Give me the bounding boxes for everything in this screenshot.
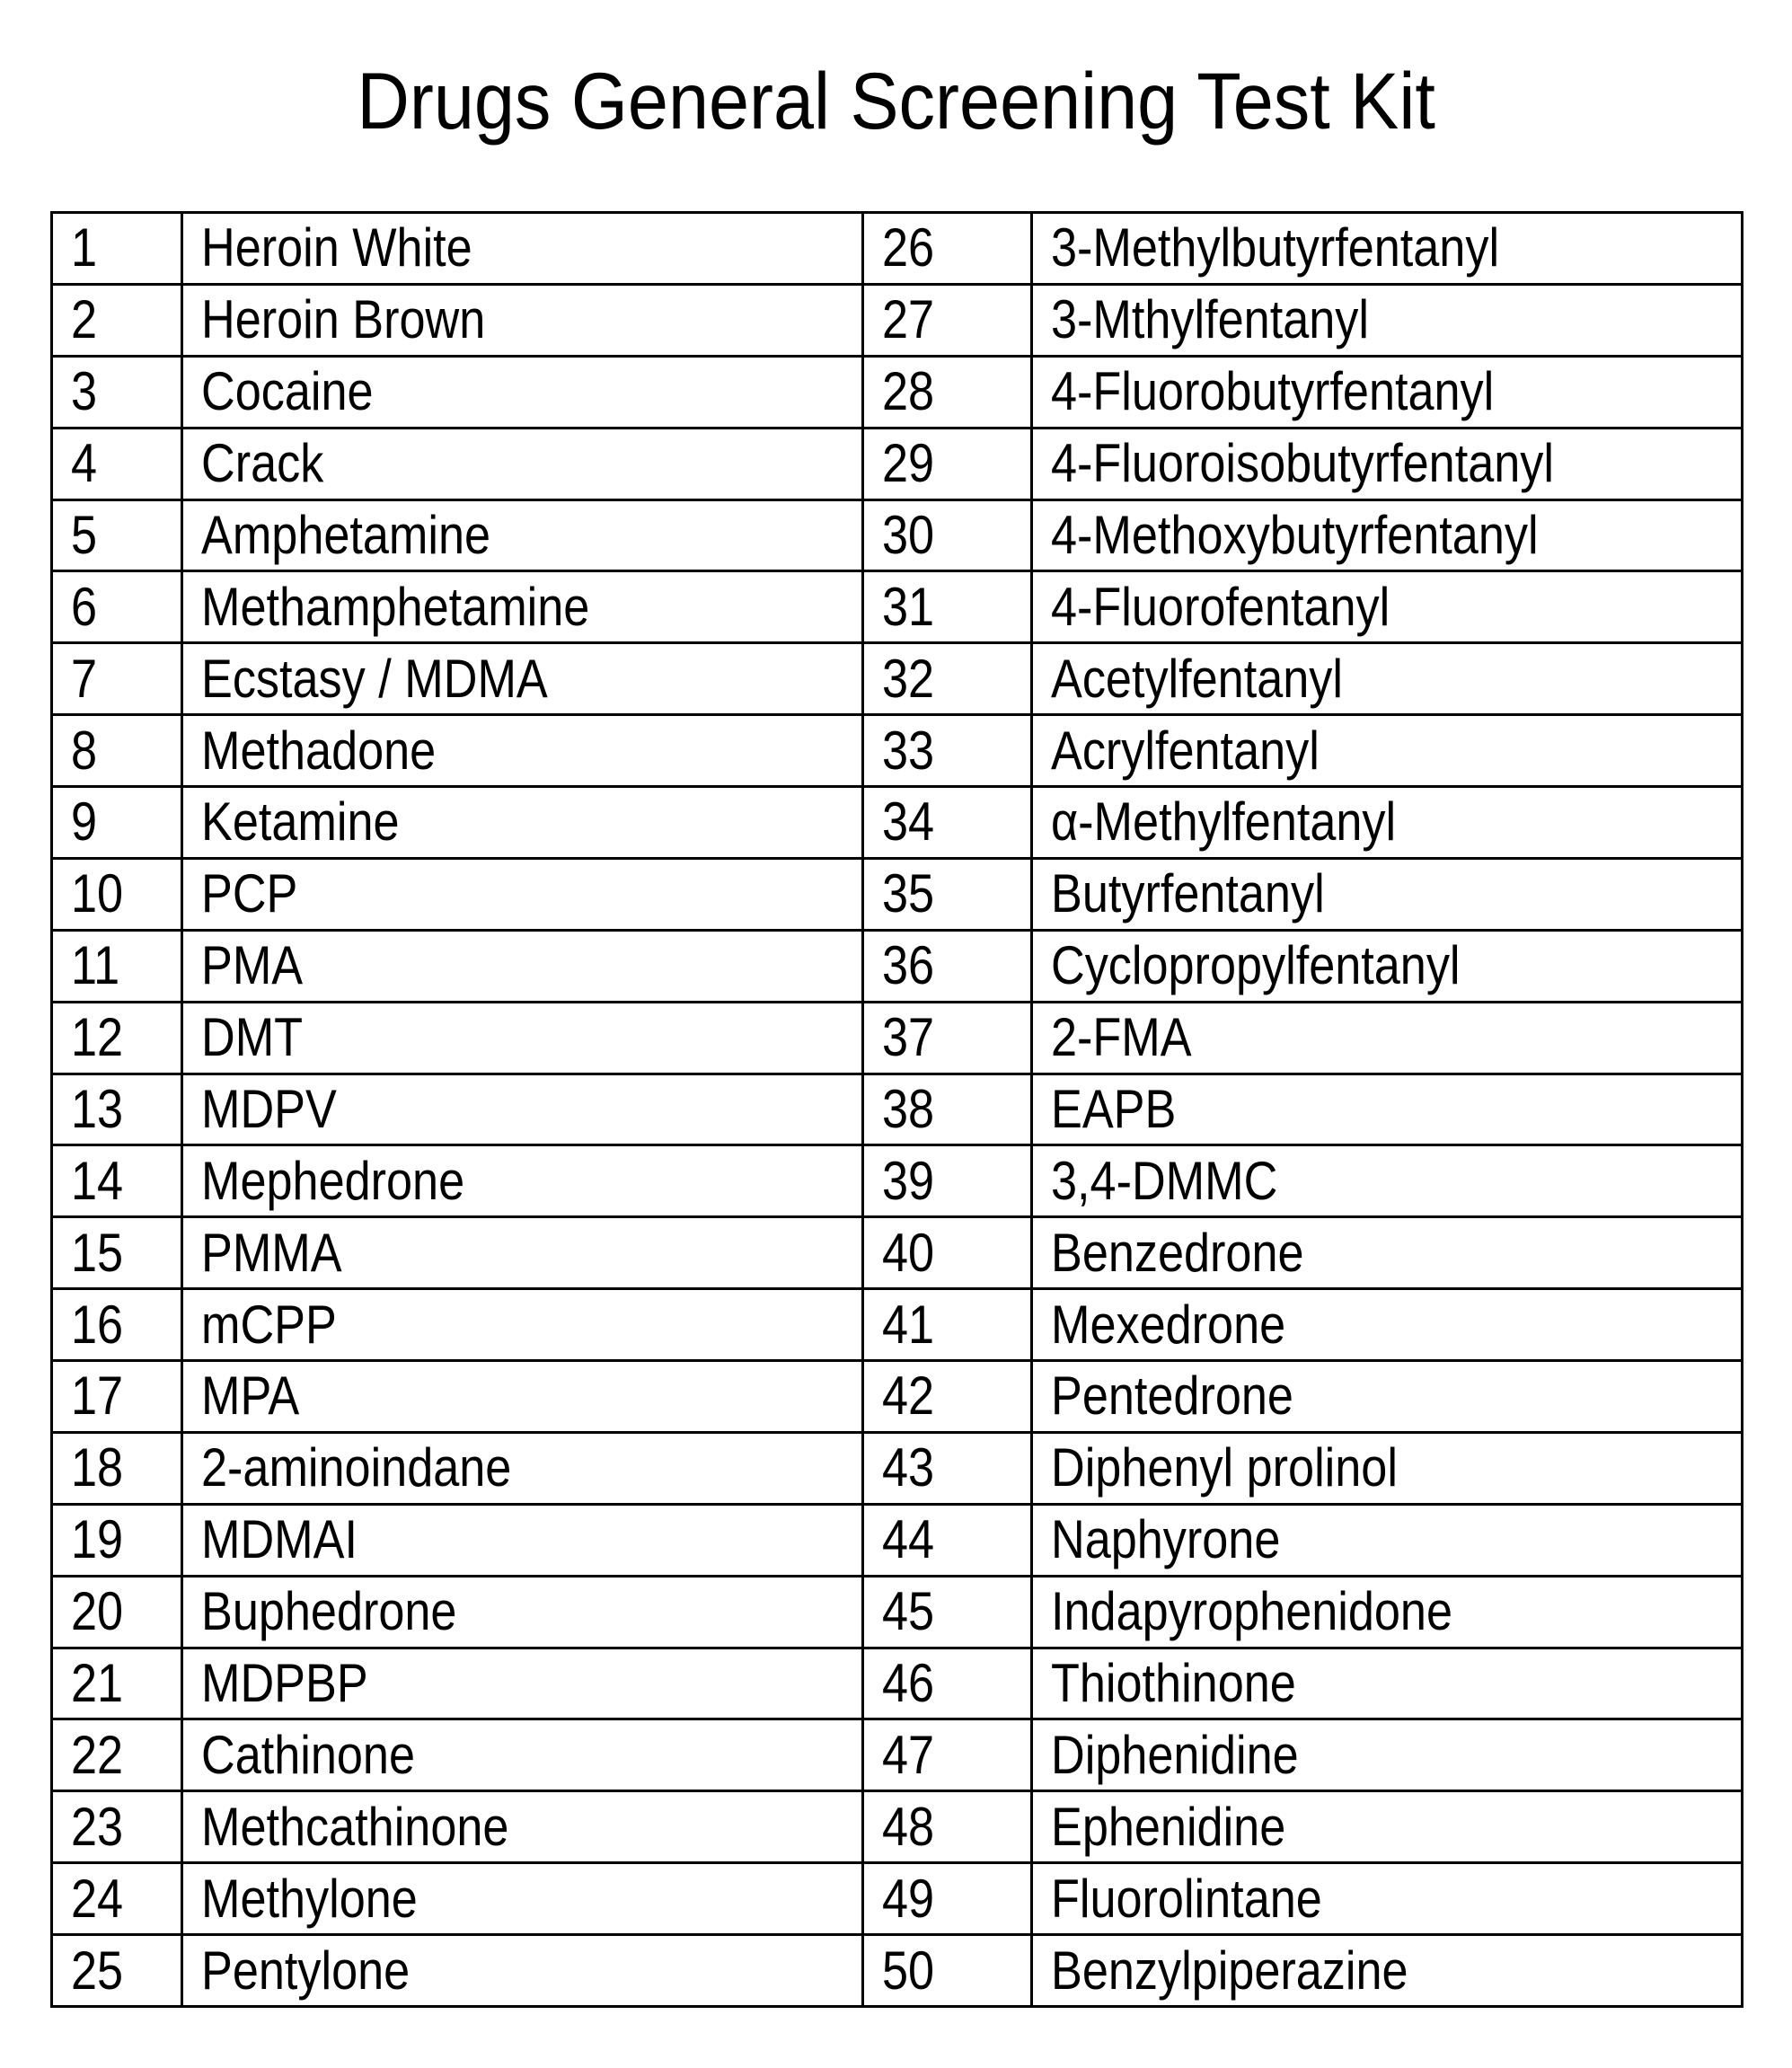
page-title-text: Drugs General Screening Test Kit: [357, 56, 1435, 146]
right-drug-name-text: Thiothinone: [1051, 1652, 1296, 1713]
left-number-cell: [52, 1719, 182, 1791]
right-number-cell: [863, 1719, 1032, 1791]
left-number-cell: [52, 1217, 182, 1289]
left-drug-name-cell: [182, 1432, 863, 1504]
left-drug-name-text: Heroin White: [201, 217, 472, 278]
right-drug-name-cell: [1032, 1648, 1743, 1719]
left-number-cell: [52, 1504, 182, 1576]
left-number-text: 8: [71, 720, 98, 781]
right-number-cell: [863, 1002, 1032, 1074]
table-row: [52, 284, 1743, 356]
table-row: [52, 1863, 1743, 1935]
left-drug-name-text: Pentylone: [201, 1940, 410, 2001]
left-number-text: 19: [71, 1509, 124, 1570]
right-number-cell: [863, 1074, 1032, 1145]
left-number-text: 13: [71, 1078, 124, 1139]
right-number-text: 31: [882, 576, 935, 637]
right-number-cell: [863, 571, 1032, 643]
table-row: [52, 1145, 1743, 1217]
right-drug-name-text: 4-Fluorofentanyl: [1051, 576, 1390, 637]
right-number-cell: [863, 1432, 1032, 1504]
table-row: [52, 356, 1743, 428]
left-drug-name-cell: [182, 1504, 863, 1576]
left-drug-name-cell: [182, 1074, 863, 1145]
left-drug-name-cell: [182, 930, 863, 1002]
right-number-text: 27: [882, 289, 935, 350]
right-drug-name-text: Acrylfentanyl: [1051, 720, 1320, 781]
right-drug-name-cell: [1032, 1145, 1743, 1217]
left-number-text: 18: [71, 1437, 124, 1498]
right-number-text: 45: [882, 1581, 935, 1642]
right-drug-name-cell: [1032, 787, 1743, 859]
right-drug-name-text: Mexedrone: [1051, 1294, 1286, 1355]
right-number-cell: [863, 213, 1032, 285]
right-number-cell: [863, 1791, 1032, 1863]
left-drug-name-text: Buphedrone: [201, 1581, 457, 1642]
left-number-cell: [52, 284, 182, 356]
left-drug-name-text: MPA: [201, 1365, 300, 1427]
right-number-text: 42: [882, 1365, 935, 1427]
left-number-text: 7: [71, 648, 98, 709]
right-number-cell: [863, 787, 1032, 859]
table-row: [52, 1289, 1743, 1361]
left-drug-name-text: Heroin Brown: [201, 289, 486, 350]
right-number-text: 43: [882, 1437, 935, 1498]
right-number-text: 46: [882, 1652, 935, 1713]
right-number-cell: [863, 1145, 1032, 1217]
right-number-cell: [863, 1935, 1032, 2007]
left-drug-name-text: DMT: [201, 1007, 304, 1068]
right-drug-name-text: Cyclopropylfentanyl: [1051, 935, 1461, 996]
right-drug-name-cell: [1032, 1361, 1743, 1433]
right-drug-name-text: Butyrfentanyl: [1051, 863, 1325, 924]
left-number-cell: [52, 1935, 182, 2007]
right-drug-name-text: 4-Fluorobutyrfentanyl: [1051, 361, 1495, 422]
left-number-cell: [52, 643, 182, 715]
left-drug-name-text: Methamphetamine: [201, 576, 590, 637]
table-row: [52, 643, 1743, 715]
left-number-text: 16: [71, 1294, 124, 1355]
table-row: [52, 858, 1743, 930]
left-drug-name-cell: [182, 1576, 863, 1648]
left-drug-name-cell: [182, 1145, 863, 1217]
left-drug-name-text: PMA: [201, 935, 304, 996]
left-number-text: 12: [71, 1007, 124, 1068]
right-number-cell: [863, 1863, 1032, 1935]
left-drug-name-text: 2-aminoindane: [201, 1437, 512, 1498]
right-drug-name-text: Benzylpiperazine: [1051, 1940, 1408, 2001]
left-drug-name-cell: [182, 428, 863, 499]
page-title: [0, 57, 1792, 146]
right-drug-name-cell: [1032, 356, 1743, 428]
left-number-text: 25: [71, 1940, 124, 2001]
left-number-text: 14: [71, 1150, 124, 1211]
right-number-cell: [863, 1217, 1032, 1289]
table-row: [52, 1217, 1743, 1289]
right-number-cell: [863, 428, 1032, 499]
table-row: [52, 499, 1743, 571]
table-row: [52, 428, 1743, 499]
left-number-text: 6: [71, 576, 98, 637]
left-drug-name-cell: [182, 715, 863, 787]
right-number-cell: [863, 1361, 1032, 1433]
right-number-text: 44: [882, 1509, 935, 1570]
left-drug-name-text: Methylone: [201, 1868, 418, 1929]
left-number-cell: [52, 1361, 182, 1433]
left-drug-name-cell: [182, 1719, 863, 1791]
right-drug-name-text: Pentedrone: [1051, 1365, 1293, 1427]
left-drug-name-cell: [182, 284, 863, 356]
left-number-text: 20: [71, 1581, 124, 1642]
right-drug-name-text: 3-Mthylfentanyl: [1051, 289, 1369, 350]
left-number-cell: [52, 428, 182, 499]
right-number-text: 50: [882, 1940, 935, 2001]
right-drug-name-cell: [1032, 643, 1743, 715]
left-drug-name-cell: [182, 858, 863, 930]
right-number-text: 30: [882, 504, 935, 565]
left-drug-name-text: Methadone: [201, 720, 437, 781]
left-drug-name-cell: [182, 1648, 863, 1719]
right-drug-name-text: EAPB: [1051, 1078, 1177, 1139]
left-number-cell: [52, 499, 182, 571]
right-drug-name-cell: [1032, 1504, 1743, 1576]
right-drug-name-cell: [1032, 1576, 1743, 1648]
right-number-cell: [863, 858, 1032, 930]
left-number-cell: [52, 356, 182, 428]
left-drug-name-text: Cocaine: [201, 361, 374, 422]
table-row: [52, 1504, 1743, 1576]
left-number-text: 17: [71, 1365, 124, 1427]
right-number-cell: [863, 1504, 1032, 1576]
left-number-text: 2: [71, 289, 98, 350]
left-drug-name-cell: [182, 643, 863, 715]
right-number-text: 35: [882, 863, 935, 924]
right-drug-name-cell: [1032, 1217, 1743, 1289]
left-number-cell: [52, 1145, 182, 1217]
right-number-cell: [863, 715, 1032, 787]
left-number-text: 22: [71, 1724, 124, 1785]
right-number-cell: [863, 284, 1032, 356]
right-drug-name-text: Fluorolintane: [1051, 1868, 1322, 1929]
right-drug-name-cell: [1032, 571, 1743, 643]
left-drug-name-cell: [182, 1935, 863, 2007]
drug-list-body: [52, 213, 1743, 2007]
left-number-cell: [52, 858, 182, 930]
right-drug-name-text: 4-Methoxybutyrfentanyl: [1051, 504, 1539, 565]
right-number-cell: [863, 356, 1032, 428]
right-number-text: 29: [882, 433, 935, 494]
right-number-text: 37: [882, 1007, 935, 1068]
table-row: [52, 1576, 1743, 1648]
left-number-text: 3: [71, 361, 98, 422]
right-number-text: 48: [882, 1796, 935, 1857]
left-number-text: 9: [71, 791, 98, 853]
right-number-text: 40: [882, 1222, 935, 1283]
right-drug-name-cell: [1032, 715, 1743, 787]
left-drug-name-text: Amphetamine: [201, 504, 491, 565]
left-number-cell: [52, 1648, 182, 1719]
left-drug-name-text: PMMA: [201, 1222, 342, 1283]
right-number-cell: [863, 1289, 1032, 1361]
left-drug-name-cell: [182, 1289, 863, 1361]
left-number-text: 11: [71, 935, 120, 996]
right-drug-name-cell: [1032, 1432, 1743, 1504]
left-number-text: 4: [71, 433, 98, 494]
left-number-cell: [52, 1576, 182, 1648]
right-drug-name-text: Acetylfentanyl: [1051, 648, 1343, 709]
right-number-cell: [863, 643, 1032, 715]
table-row: [52, 213, 1743, 285]
right-drug-name-text: 3-Methylbutyrfentanyl: [1051, 217, 1500, 278]
right-drug-name-text: 4-Fluoroisobutyrfentanyl: [1051, 433, 1554, 494]
left-drug-name-cell: [182, 571, 863, 643]
left-number-cell: [52, 1289, 182, 1361]
right-drug-name-cell: [1032, 213, 1743, 285]
right-number-text: 33: [882, 720, 935, 781]
left-number-cell: [52, 1791, 182, 1863]
right-number-text: 26: [882, 217, 935, 278]
drug-list-table: [50, 211, 1743, 2008]
left-number-cell: [52, 787, 182, 859]
right-drug-name-text: 3,4-DMMC: [1051, 1150, 1278, 1211]
left-drug-name-text: Methcathinone: [201, 1796, 509, 1857]
left-drug-name-text: Ecstasy / MDMA: [201, 648, 548, 709]
left-drug-name-cell: [182, 213, 863, 285]
right-number-text: 38: [882, 1078, 935, 1139]
right-drug-name-text: α-Methylfentanyl: [1051, 791, 1397, 853]
left-drug-name-text: MDPBP: [201, 1652, 368, 1713]
right-drug-name-cell: [1032, 1719, 1743, 1791]
right-drug-name-cell: [1032, 1002, 1743, 1074]
right-number-cell: [863, 1576, 1032, 1648]
left-drug-name-text: Crack: [201, 433, 324, 494]
left-number-cell: [52, 1002, 182, 1074]
table-row: [52, 930, 1743, 1002]
left-drug-name-cell: [182, 499, 863, 571]
right-drug-name-cell: [1032, 499, 1743, 571]
right-drug-name-cell: [1032, 1935, 1743, 2007]
table-row: [52, 1648, 1743, 1719]
left-drug-name-text: PCP: [201, 863, 298, 924]
left-number-cell: [52, 715, 182, 787]
table-row: [52, 571, 1743, 643]
left-number-cell: [52, 1863, 182, 1935]
left-drug-name-cell: [182, 356, 863, 428]
right-number-text: 47: [882, 1724, 935, 1785]
right-number-text: 39: [882, 1150, 935, 1211]
left-drug-name-cell: [182, 1863, 863, 1935]
right-drug-name-text: Diphenidine: [1051, 1724, 1299, 1785]
left-number-text: 15: [71, 1222, 124, 1283]
right-number-cell: [863, 1648, 1032, 1719]
left-number-text: 23: [71, 1796, 124, 1857]
left-drug-name-cell: [182, 1217, 863, 1289]
left-number-text: 10: [71, 863, 124, 924]
right-drug-name-cell: [1032, 428, 1743, 499]
left-number-cell: [52, 1074, 182, 1145]
left-number-text: 24: [71, 1868, 124, 1929]
right-drug-name-text: Benzedrone: [1051, 1222, 1304, 1283]
left-number-cell: [52, 571, 182, 643]
left-drug-name-cell: [182, 1002, 863, 1074]
left-drug-name-text: MDPV: [201, 1078, 337, 1139]
table-row: [52, 1074, 1743, 1145]
right-drug-name-cell: [1032, 1791, 1743, 1863]
left-drug-name-text: Ketamine: [201, 791, 400, 853]
left-drug-name-text: Mephedrone: [201, 1150, 465, 1211]
right-drug-name-text: Naphyrone: [1051, 1509, 1281, 1570]
right-drug-name-cell: [1032, 858, 1743, 930]
table-row: [52, 1361, 1743, 1433]
right-drug-name-text: Ephenidine: [1051, 1796, 1286, 1857]
right-number-text: 41: [882, 1294, 935, 1355]
table-row: [52, 715, 1743, 787]
right-drug-name-cell: [1032, 930, 1743, 1002]
right-number-cell: [863, 930, 1032, 1002]
right-drug-name-text: 2-FMA: [1051, 1007, 1192, 1068]
table-row: [52, 1791, 1743, 1863]
left-drug-name-cell: [182, 1791, 863, 1863]
table-row: [52, 1719, 1743, 1791]
right-number-text: 28: [882, 361, 935, 422]
table-row: [52, 1432, 1743, 1504]
left-drug-name-text: MDMAI: [201, 1509, 358, 1570]
right-number-text: 36: [882, 935, 935, 996]
right-number-text: 34: [882, 791, 935, 853]
left-number-cell: [52, 213, 182, 285]
table-row: [52, 787, 1743, 859]
right-drug-name-cell: [1032, 1289, 1743, 1361]
left-number-text: 5: [71, 504, 98, 565]
left-number-cell: [52, 930, 182, 1002]
left-drug-name-cell: [182, 1361, 863, 1433]
right-number-text: 49: [882, 1868, 935, 1929]
right-drug-name-cell: [1032, 284, 1743, 356]
left-number-text: 1: [71, 217, 98, 278]
right-drug-name-cell: [1032, 1074, 1743, 1145]
left-number-cell: [52, 1432, 182, 1504]
right-drug-name-text: Indapyrophenidone: [1051, 1581, 1452, 1642]
right-drug-name-text: Diphenyl prolinol: [1051, 1437, 1398, 1498]
right-number-cell: [863, 499, 1032, 571]
table-row: [52, 1002, 1743, 1074]
left-number-text: 21: [71, 1652, 124, 1713]
left-drug-name-cell: [182, 787, 863, 859]
left-drug-name-text: mCPP: [201, 1294, 337, 1355]
right-drug-name-cell: [1032, 1863, 1743, 1935]
left-drug-name-text: Cathinone: [201, 1724, 415, 1785]
right-number-text: 32: [882, 648, 935, 709]
table-row: [52, 1935, 1743, 2007]
